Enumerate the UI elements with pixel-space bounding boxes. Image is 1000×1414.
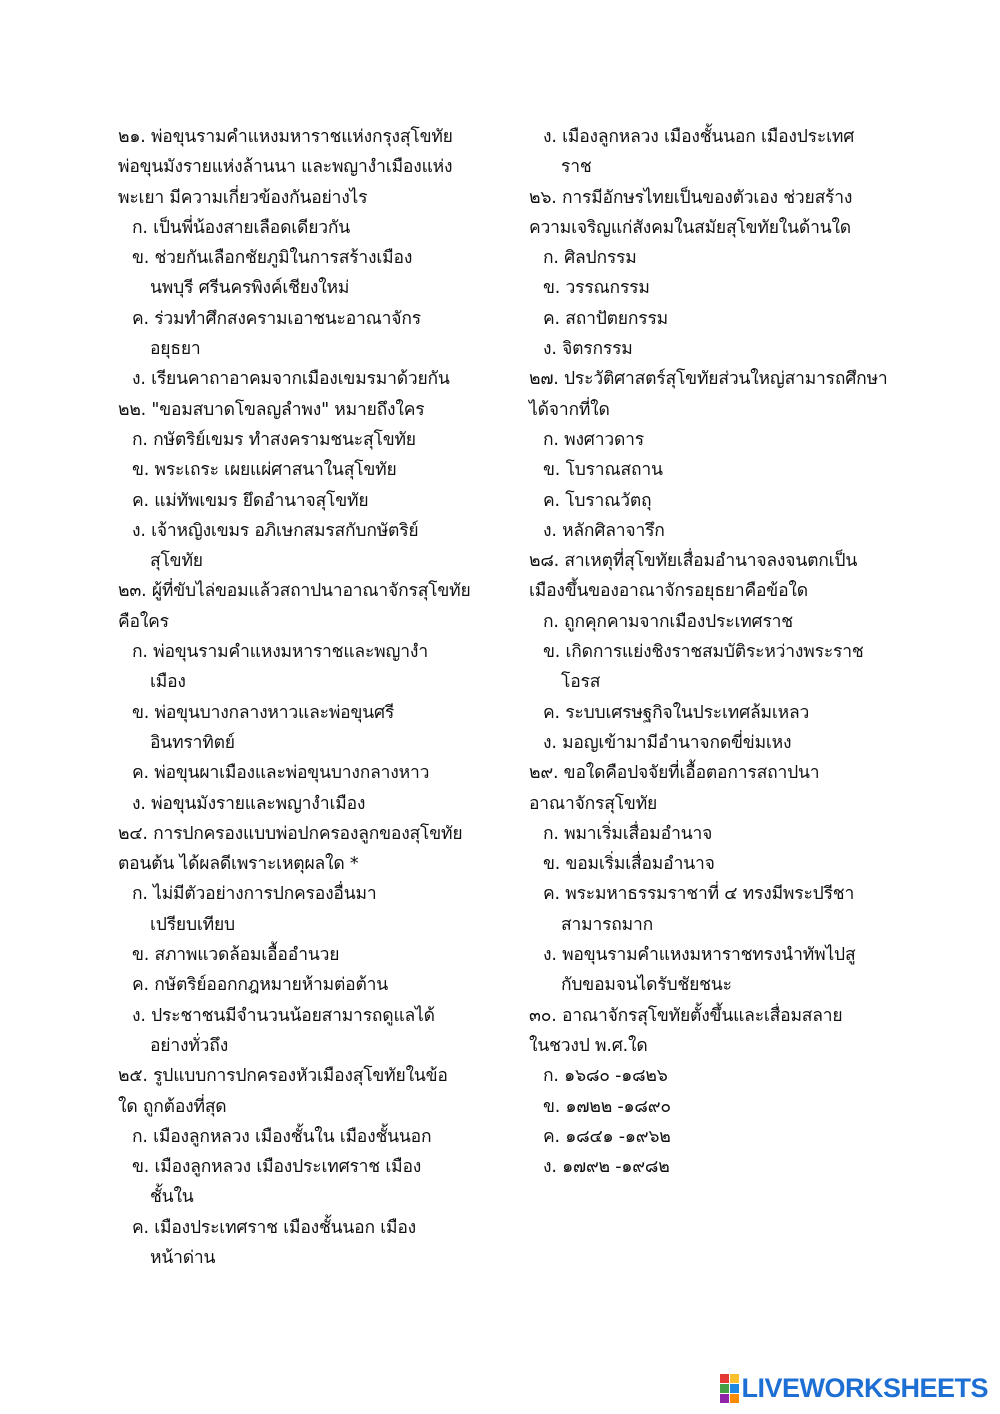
question-line: ตอนต้น ได้ผลดีเพราะเหตุผลใด * <box>118 854 359 875</box>
option-line: ง. พ่อขุนมังรายและพญางำเมือง <box>132 793 366 814</box>
option-line: ข. เมืองลูกหลวง เมืองประเทศราช เมือง <box>132 1157 422 1178</box>
option-line: ก. กษัตริย์เขมร ทำสงครามชนะสุโขทัย <box>132 429 416 450</box>
logo-tile <box>720 1374 729 1383</box>
question-line: ความเจริญแก่สังคมในสมัยสุโขทัยในด้านใด <box>529 217 851 238</box>
option-line: ก. ๑๖๘๐ -๑๘๒๖ <box>543 1066 668 1087</box>
question-line: ๒๕. รูปแบบการปกครองหัวเมืองสุโขทัยในข้อ <box>118 1066 448 1087</box>
logo-tile <box>730 1374 739 1383</box>
option-line: ค. สถาปัตยกรรม <box>543 308 668 329</box>
option-line: ก. เป็นพี่น้องสายเลือดเดียวกัน <box>132 217 351 238</box>
option-line: ข. เกิดการแย่งชิงราชสมบัติระหว่างพระราช <box>543 642 864 663</box>
liveworksheets-logo[interactable] <box>720 1373 988 1404</box>
option-continuation: ชั้นใน <box>150 1187 194 1208</box>
option-line: ก. พงศาวดาร <box>543 429 644 450</box>
question-line: ได้จากที่ใด <box>529 399 610 420</box>
option-continuation: เปรียบเทียบ <box>150 914 235 935</box>
option-line: ค. พระมหาธรรมราชาที่ ๔ ทรงมีพระปรีชา <box>543 884 855 905</box>
option-line: ค. โบราณวัตถุ <box>543 490 652 511</box>
option-line: ก. พ่อขุนรามคำแหงมหาราชและพญางำ <box>132 642 428 663</box>
option-continuation: สุโขทัย <box>150 551 203 572</box>
option-line: ค. พ่อขุนผาเมืองและพ่อขุนบางกลางหาว <box>132 763 430 784</box>
question-line: ใด ถูกต้องที่สุด <box>118 1096 227 1117</box>
question-line: คือใคร <box>118 611 169 632</box>
question-line: ๒๘. สาเหตุที่สุโขทัยเสื่อมอำนาจลงจนตกเป็น <box>529 551 858 572</box>
option-line: ข. ขอมเริ่มเสื่อมอำนาจ <box>543 854 715 875</box>
question-line: พ่อขุนมังรายแห่งล้านนา และพญางำเมืองแห่ง <box>118 157 453 178</box>
option-line: ข. ๑๗๒๒ -๑๘๙๐ <box>543 1096 671 1117</box>
question-line: อาณาจักรสุโขทัย <box>529 793 658 814</box>
option-line: ข. สภาพแวดล้อมเอื้ออำนวย <box>132 945 340 966</box>
option-line: ก. ศิลปกรรม <box>543 248 637 269</box>
option-line: ค. เมืองประเทศราช เมืองชั้นนอก เมือง <box>132 1217 417 1238</box>
question-line: ๒๑. พ่อขุนรามคำแหงมหาราชแห่งกรุงสุโขทัย <box>118 127 453 147</box>
left-column <box>118 122 478 1273</box>
option-line: ค. ระบบเศรษฐกิจในประเทศล้มเหลว <box>543 702 810 723</box>
option-continuation: ราช <box>561 157 592 178</box>
question-line: เมืองขึ้นของอาณาจักรอยุธยาคือข้อใด <box>529 581 808 602</box>
option-line: ค. แม่ทัพเขมร ยึดอำนาจสุโขทัย <box>132 490 369 511</box>
question-line: ในชวงป พ.ศ.ใด <box>529 1035 648 1056</box>
option-line: ง. พอขุนรามคำแหงมหาราชทรงนำทัพไปสู <box>543 945 856 966</box>
option-line: ง. จิตรกรรม <box>543 339 633 360</box>
option-line: ก. เมืองลูกหลวง เมืองชั้นใน เมืองชั้นนอก <box>132 1126 432 1147</box>
question-line: ๒๖. การมีอักษรไทยเป็นของตัวเอง ช่วยสร้าง <box>529 187 853 208</box>
option-continuation: อยุธยา <box>150 339 201 360</box>
logo-tile <box>730 1384 739 1393</box>
logo-tile <box>720 1384 729 1393</box>
option-line: ก. ไม่มีตัวอย่างการปกครองอื่นมา <box>132 884 377 905</box>
option-continuation: นพบุรี ศรีนครพิงค์เชียงใหม่ <box>150 278 350 299</box>
question-line: พะเยา มีความเกี่ยวข้องกันอย่างไร <box>118 187 368 208</box>
question-line: ๒๓. ผู้ที่ขับไล่ขอมแล้วสถาปนาอาณาจักรสุโขทัย <box>118 581 471 602</box>
question-line: ๒๗. ประวัติศาสตร์สุโขทัยส่วนใหญ่สามารถศึกษา <box>529 369 888 390</box>
logo-mark-icon <box>720 1374 739 1403</box>
option-line: ง. ๑๗๙๒ -๑๙๘๒ <box>543 1157 670 1178</box>
option-line: ค. ร่วมทำศึกสงครามเอาชนะอาณาจักร <box>132 308 421 329</box>
question-line: ๒๒. "ขอมสบาดโขลญลำพง" หมายถึงใคร <box>118 399 425 420</box>
option-line: ข. วรรณกรรม <box>543 278 650 299</box>
option-continuation: โอรส <box>561 672 601 693</box>
option-continuation: สามารถมาก <box>561 914 654 935</box>
option-line: ข. พ่อขุนบางกลางหาวและพ่อขุนศรี <box>132 702 395 723</box>
logo-tile <box>730 1394 739 1403</box>
logo-text: LIVEWORKSHEETS <box>741 1373 988 1403</box>
option-continuation: กับขอมจนไดรับชัยชนะ <box>561 975 732 996</box>
option-line: ข. โบราณสถาน <box>543 460 663 481</box>
option-line: ข. ช่วยกันเลือกชัยภูมิในการสร้างเมือง <box>132 248 413 269</box>
question-line: ๓๐. อาณาจักรสุโขทัยตั้งขึ้นและเสื่อมสลาย <box>529 1005 843 1026</box>
option-line: ข. พระเถระ เผยแผ่ศาสนาในสุโขทัย <box>132 460 397 481</box>
option-line: ง. เมืองลูกหลวง เมืองชั้นนอก เมืองประเทศ <box>543 127 855 147</box>
logo-tile <box>720 1394 729 1403</box>
option-continuation: หน้าด่าน <box>150 1247 216 1268</box>
option-continuation: อย่างทั่วถึง <box>150 1035 229 1056</box>
option-line: ก. พมาเริ่มเสื่อมอำนาจ <box>543 823 713 844</box>
option-line: ง. ประชาชนมีจำนวนน้อยสามารถดูแลได้ <box>132 1005 435 1026</box>
option-continuation: อินทราทิตย์ <box>150 732 235 753</box>
question-line: ๒๙. ขอใดคือปจจัยที่เอื้อตอการสถาปนา <box>529 763 820 784</box>
option-line: ก. ถูกคุกคามจากเมืองประเทศราช <box>543 611 793 632</box>
option-line: ง. เจ้าหญิงเขมร อภิเษกสมรสกับกษัตริย์ <box>132 520 419 541</box>
right-column <box>529 122 889 1182</box>
option-line: ค. กษัตริย์ออกกฎหมายห้ามต่อต้าน <box>132 975 389 996</box>
option-line: ง. มอญเข้ามามีอำนาจกดขี่ข่มเหง <box>543 732 792 753</box>
option-line: ค. ๑๘๔๑ -๑๙๖๒ <box>543 1126 671 1147</box>
option-line: ง. หลักศิลาจารึก <box>543 520 665 541</box>
question-line: ๒๔. การปกครองแบบพ่อปกครองลูกของสุโขทัย <box>118 823 463 844</box>
option-line: ง. เรียนคาถาอาคมจากเมืองเขมรมาด้วยกัน <box>132 369 450 390</box>
option-continuation: เมือง <box>150 672 186 693</box>
